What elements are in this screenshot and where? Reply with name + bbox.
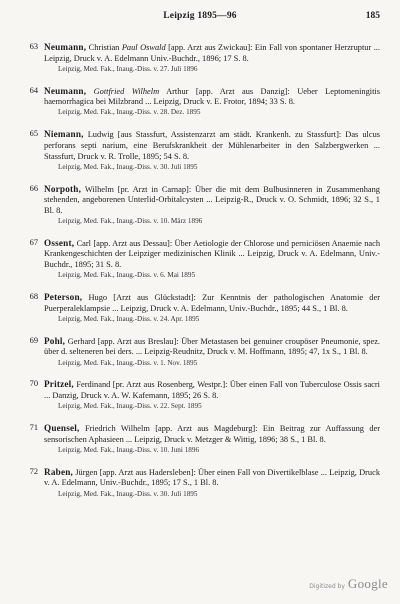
entry-text [44, 86, 380, 118]
bibliography-entry [20, 184, 380, 227]
dissertation-note: Leipzig, Med. Fak., Inaug.-Diss. v. 1. Nov. 1895 [58, 358, 198, 367]
citation-text: [app. Arzt aus Hadersleben]: Über einen Fall von Divertikelblase ... Leipzig, Druck v. A. Edelmann, Univ.-Buchdr., 1895; 17 S., 1 Bl. 8. [44, 467, 381, 488]
dissertation-note: Leipzig, Med. Fak., Inaug.-Diss. v. 30. Juli 1895 [58, 162, 198, 171]
dissertation-note: Leipzig, Med. Fak., Inaug.-Diss. v. 27. Juli 1896 [58, 64, 198, 73]
author-surname: Neumann, [44, 42, 87, 52]
entry-number: 70 [29, 379, 38, 389]
entry-number: 68 [29, 292, 38, 302]
entry-number: 67 [29, 237, 38, 247]
author-given-name: Hugo [88, 293, 108, 303]
dissertation-note: Leipzig, Med. Fak., Inaug.-Diss. v. 10. Juni 1896 [58, 445, 200, 454]
citation-text: [Arzt aus Glückstadt]: Zur Kenntnis der pathologischen Anatomie der Puerperaleklampsie ... Leipzig, Druck v. A. Edelmann, Univ.-Buchdr., 1895; 44 S., 1 Bl. 8. [44, 293, 380, 313]
entry-number: 66 [29, 183, 38, 193]
author-extra-name: Gottfried Wilhelm [93, 86, 160, 96]
author-given-name: Jürgen [75, 467, 98, 477]
entry-text [44, 129, 380, 172]
bibliography-entry [20, 423, 380, 455]
bibliography-entry [20, 336, 380, 368]
watermark-prefix: Digitized by [309, 583, 345, 590]
entry-number: 69 [29, 335, 38, 345]
entry-text [44, 184, 380, 227]
citation-text: [pr. Arzt in Carnap]: Über die mit dem Bulbusinneren in Zusammenhang stehenden, angeborenen Unterlid-Orbitalcysten ... Leipzig-R., Druck v. O. Schmidt, 1896; 32 S., 1 Bl. 8. [44, 184, 380, 215]
citation-text: [app. Arzt aus Breslau]: Über Metastasen bei genuiner croupöser Pneumonie, spez. über d. selteneren bei ders. ... Leipzig-Reudnitz, Druck v. M. Hoffmann, 1895; 47, 1x S., 1 Bl. 8. [44, 336, 381, 357]
bibliography-entry [20, 379, 380, 411]
citation-text: [app. Arzt aus Zwickau]: Ein Fall von spontaner Herzruptur ... Leipzig, Druck v. A. Edelmann Univ.-Buchdr., 1896; 17 S. 8. [44, 43, 380, 63]
dissertation-note: Leipzig, Med. Fak., Inaug.-Diss. v. 30. Juli 1895 [58, 489, 198, 498]
author-given-name: Christian [88, 43, 120, 52]
bibliography-entry [20, 292, 380, 324]
author-surname: Pohl, [44, 335, 66, 346]
author-surname: Raben, [44, 466, 74, 477]
author-surname: Quensel, [44, 423, 80, 434]
citation-text: [app. Arzt aus Magdeburg]: Ein Beitrag zur Auffassung der sensorischen Aphasieen ... Leipzig, Druck v. Metzger & Wittig, 1896; 38 S., 1 Bl. 8. [44, 424, 381, 444]
dissertation-note: Leipzig, Med. Fak., Inaug.-Diss. v. 28. Dez. 1895 [58, 108, 201, 117]
author-surname: Norpoth, [44, 183, 82, 194]
entry-text [44, 238, 380, 281]
author-given-name: Gerhard [67, 336, 96, 346]
bibliography-entry [20, 129, 380, 172]
author-given-name: Friedrich Wilhelm [84, 424, 150, 434]
author-extra-name: Paul Oswald [121, 43, 166, 52]
citation-text: [pr. Arzt aus Rosenberg, Westpr.]: Über einen Fall von Tuberculose Ossis sacri ... Danzig, Druck v. A. W. Kafemann, 1895; 26 S. 8. [44, 380, 380, 401]
author-surname: Peterson, [44, 292, 83, 303]
citation-text: [app. Arzt aus Dessau]: Über Aetiologie der Chlorose und perniciösen Anaemie nach Krankengeschichten der Leipziger medizinischen Klinik ... Leipzig, Druck v. A. Edelmann, Univ.-Buchdr., 1895; 31 S. 8. [44, 238, 381, 270]
page-number: 185 [365, 11, 380, 21]
author-given-name: Ludwig [87, 130, 114, 140]
author-surname: Niemann, [44, 129, 84, 140]
entry-text [44, 423, 380, 455]
author-given-name: Ferdinand [76, 380, 111, 390]
dissertation-note: Leipzig, Med. Fak., Inaug.-Diss. v. 10. März 1896 [58, 216, 203, 225]
entry-number: 65 [29, 129, 38, 139]
dissertation-note: Leipzig, Med. Fak., Inaug.-Diss. v. 24. Apr. 1895 [58, 314, 200, 323]
entry-text [44, 379, 380, 411]
entry-number: 63 [29, 42, 38, 51]
author-given-name: Wilhelm [84, 184, 114, 194]
entry-text [44, 467, 380, 499]
author-surname: Pritzel, [44, 379, 74, 390]
citation-text: Arthur [app. Arzt aus Danzig]: Ueber Leptomeningitis haemorrhagica bei Milzbrand ... Leipzig, Druck v. E. Frotor, 1894; 33 S. 8. [44, 86, 381, 107]
entry-text [44, 42, 380, 74]
page-header [0, 11, 400, 25]
entry-text [44, 336, 380, 368]
bibliography-entry [20, 42, 380, 74]
bibliography-list [20, 42, 380, 511]
bibliography-entry [20, 467, 380, 499]
entry-number: 71 [29, 423, 38, 433]
dissertation-note: Leipzig, Med. Fak., Inaug.-Diss. v. 22. Sept. 1895 [58, 402, 202, 411]
entry-number: 72 [29, 466, 38, 476]
watermark-brand: Google [347, 576, 388, 591]
running-title: Leipzig 1895—96 [163, 11, 237, 21]
digitization-watermark [309, 576, 388, 592]
author-surname: Neumann, [44, 85, 87, 96]
author-given-name: Carl [76, 238, 91, 248]
bibliography-entry [20, 238, 380, 281]
citation-text: [aus Stassfurt, Assistenzarzt am städt. Krankenh. zu Stassfurt]: Das ulcus perforans septi narium, eine Berufskrankheit der Mühlenarbeiter in den Salzbergwerken ... Stassfurt, Druck v. R. Trolle, 1895; 54 S. 8. [44, 130, 381, 161]
entry-text [44, 292, 380, 324]
bibliography-entry [20, 86, 380, 118]
author-surname: Ossent, [44, 237, 75, 248]
dissertation-note: Leipzig, Med. Fak., Inaug.-Diss. v. 6. Mai 1895 [58, 271, 196, 280]
entry-number: 64 [29, 85, 38, 95]
